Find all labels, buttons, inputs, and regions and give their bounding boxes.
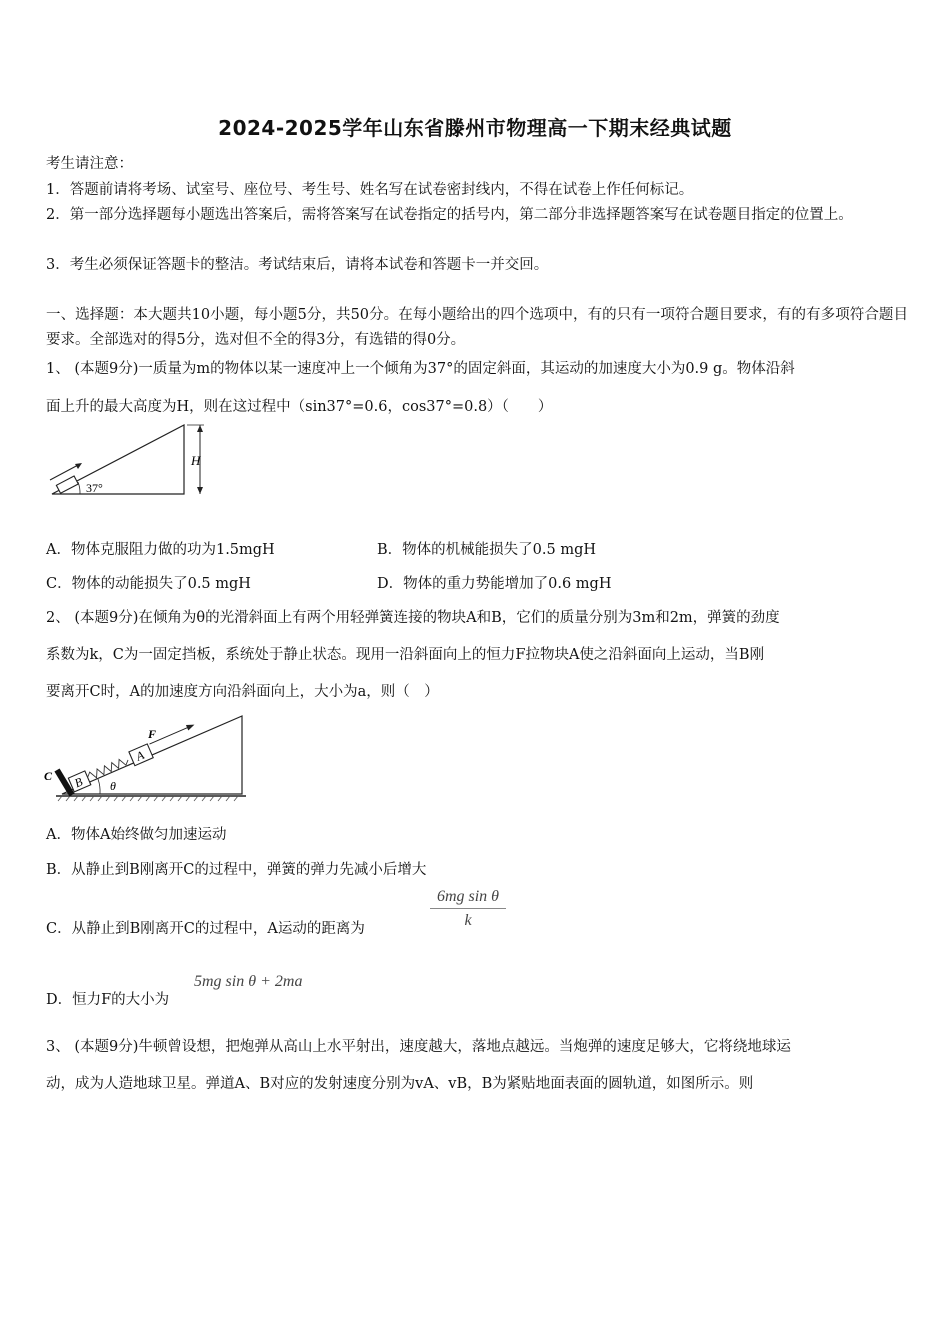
q1-option-b[interactable]: B．物体的机械能损失了0.5 mgH	[377, 542, 597, 558]
q2-stem-line2: 系数为k，C为一固定挡板，系统处于静止状态。现用一沿斜面向上的恒力F拉物块A使之沿斜面向上运动，当B刚	[46, 647, 765, 663]
q2-option-b[interactable]: B．从静止到B刚离开C的过程中，弹簧的弹力先减小后增大	[46, 862, 427, 878]
q2-option-d[interactable]: D．恒力F的大小为	[46, 992, 170, 1008]
label-c: C	[44, 769, 53, 783]
q1-incline-figure	[44, 420, 224, 502]
section1-intro: 一、选择题：本大题共10小题，每小题5分，共50分。在每小题给出的四个选项中，有的只有一项符合题目要求，有的有多项符合题目要求。全部选对的得5分，选对但不全的得3分，有选错的得0分。	[46, 307, 908, 348]
block-on-incline	[56, 476, 78, 493]
label-theta: θ	[110, 779, 116, 793]
q2-option-c-fraction	[430, 888, 506, 930]
q3-stem-line2: 动，成为人造地球卫星。弹道A、B对应的发射速度分别为vA、vB，B为紧贴地面表面的圆轨道，如图所示。则	[46, 1076, 754, 1092]
notice-heading: 考生请注意：	[46, 156, 133, 172]
q1-option-c[interactable]: C．物体的动能损失了0.5 mgH	[46, 576, 251, 592]
height-arrow-bottom	[197, 487, 203, 494]
q2-stem-line1: 2、 (本题9分)在倾角为θ的光滑斜面上有两个用轻弹簧连接的物块A和B，它们的质量分别为3m和2m，弹簧的劲度	[46, 610, 780, 626]
q1-option-d[interactable]: D．物体的重力势能增加了0.6 mgH	[377, 576, 612, 592]
notice-item-1: 1．答题前请将考场、试室号、座位号、考生号、姓名写在试卷密封线内，不得在试卷上作任何标记。	[46, 182, 694, 198]
q2-option-c[interactable]: C．从静止到B刚离开C的过程中，A运动的距离为	[46, 921, 365, 937]
q2-incline-figure	[42, 712, 248, 802]
height-arrow-top	[197, 425, 203, 432]
label-a: A	[133, 747, 147, 764]
angle-label: 37°	[86, 481, 103, 495]
label-b: B	[72, 774, 85, 791]
notice-item-2: 2．第一部分选择题每小题选出答案后，需将答案写在试卷指定的括号内，第二部分非选择题答案写在试卷题目指定的位置上。	[46, 207, 853, 223]
spring	[86, 756, 130, 781]
page-title: 2024-2025学年山东省滕州市物理高一下期末经典试题	[218, 116, 732, 140]
q1-option-a[interactable]: A．物体克服阻力做的功为1.5mgH	[46, 542, 275, 558]
theta-arc	[98, 779, 100, 794]
notice-item-3: 3．考生必须保证答题卡的整洁。考试结束后，请将本试卷和答题卡一并交回。	[46, 257, 549, 273]
ground-hatching	[58, 796, 238, 801]
q1-stem-line2: 面上升的最大高度为H，则在这过程中（sin37°=0.6，cos37°=0.8）（ ）	[46, 399, 553, 415]
q2-stem-line3: 要离开C时，A的加速度方向沿斜面向上，大小为a，则（ ）	[46, 684, 439, 700]
fraction-denominator: k	[464, 912, 472, 929]
angle-arc	[78, 482, 80, 494]
q3-stem-line1: 3、 (本题9分)牛顿曾设想，把炮弹从高山上水平射出，速度越大，落地点越远。当炮弹的速度足够大，它将绕地球运	[46, 1039, 791, 1055]
q1-stem-line1: 1、 (本题9分)一质量为m的物体以某一速度冲上一个倾角为37°的固定斜面，其运动的加速度大小为0.9 g。物体沿斜	[46, 361, 795, 377]
q2-option-a[interactable]: A．物体A始终做匀加速运动	[46, 827, 227, 843]
height-label: H	[191, 453, 201, 468]
q2-option-d-expression: 5mg sin θ + 2ma	[194, 973, 303, 990]
fraction-numerator: 6mg sin θ	[430, 888, 506, 909]
label-f: F	[148, 727, 157, 741]
